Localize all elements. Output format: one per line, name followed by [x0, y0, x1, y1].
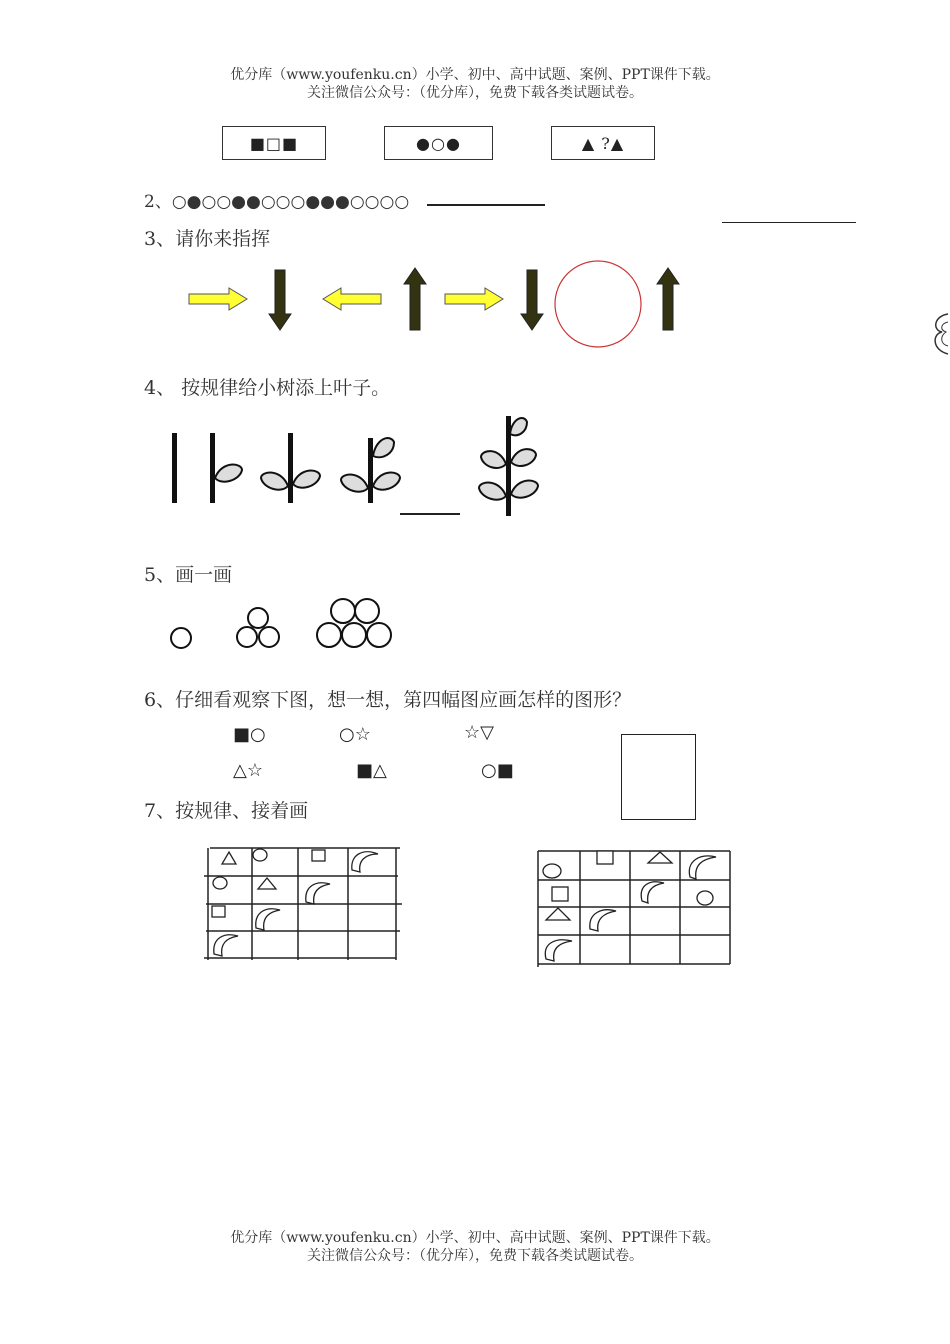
moon-icon — [590, 910, 616, 931]
circle-group-3 — [317, 599, 391, 647]
question-7-label: 7、按规律、接着画 — [144, 800, 309, 822]
stray-line — [722, 222, 856, 223]
symbol-pair: ■△ — [356, 760, 387, 781]
header-line-1: 优分库（www.youfenku.cn）小学、初中、高中试题、案例、PPT课件下载。 — [230, 67, 720, 83]
circle-icon — [253, 849, 267, 861]
leaf-icon — [215, 465, 242, 482]
triangle-icon — [648, 852, 672, 863]
circle-icon — [543, 864, 561, 878]
leaf-icon — [373, 438, 394, 457]
question-5-label: 5、画一画 — [144, 564, 233, 586]
symbol-pair: ☆▽ — [464, 722, 494, 743]
tree-stem-2 — [210, 433, 242, 503]
tree-stem-4 — [341, 438, 400, 503]
leaf-icon — [261, 473, 288, 490]
moon-icon — [214, 935, 238, 956]
question-3-label: 3、请你来指挥 — [144, 228, 271, 250]
pattern-grid-left — [200, 842, 410, 967]
triangle-icon — [546, 908, 570, 920]
moon-icon — [256, 909, 280, 930]
arrow-down-icon — [521, 270, 543, 330]
leaf-icon — [479, 483, 506, 500]
pattern-box-circles: ●○● — [384, 126, 493, 160]
circle-icon — [697, 891, 713, 905]
square-icon — [552, 887, 568, 901]
symbol-pair: △☆ — [233, 760, 263, 781]
leaf-icon — [510, 418, 527, 435]
question-2-answer-line — [427, 204, 545, 206]
symbol-pair: ○☆ — [339, 724, 371, 745]
tree-sequence — [160, 408, 560, 528]
pattern-box-squares: ■□■ — [222, 126, 326, 160]
circle-pattern — [165, 596, 405, 656]
leaf-icon — [511, 481, 538, 498]
leaf-icon — [481, 451, 506, 468]
moon-icon — [689, 856, 716, 879]
arrow-up-icon — [404, 268, 426, 330]
square-icon — [212, 906, 225, 917]
circle-icon — [213, 877, 227, 889]
leaf-icon — [341, 475, 368, 492]
pattern-box-triangles: ▲ ?▲ — [551, 126, 655, 160]
leaf-icon — [511, 449, 536, 466]
square-icon — [597, 851, 613, 864]
symbol-pair: ■○ — [233, 724, 266, 745]
moon-icon — [306, 883, 330, 904]
question-4-label: 4、 按规律给小树添上叶子。 — [144, 377, 391, 399]
tree-stem-3 — [261, 433, 320, 503]
leaf-icon — [373, 473, 400, 490]
footer-line-1: 优分库（www.youfenku.cn）小学、初中、高中试题、案例、PPT课件下载。 — [230, 1230, 720, 1246]
moon-icon — [545, 940, 572, 961]
arrow-down-icon — [269, 270, 291, 330]
triangle-icon — [222, 852, 236, 864]
question-6-label: 6、仔细看观察下图，想一想，第四幅图应画怎样的图形？ — [144, 689, 632, 711]
arrow-right-icon — [445, 288, 503, 310]
direction-arrows — [185, 262, 705, 352]
circle-group-1 — [171, 628, 191, 648]
moon-icon — [352, 852, 378, 872]
answer-circle — [555, 261, 641, 347]
arrow-right-icon — [189, 288, 247, 310]
tree-stem-6 — [479, 416, 538, 516]
question-2-label: 2、○●○○●●○○○●●●○○○○ — [144, 192, 410, 212]
leaf-icon — [293, 471, 320, 488]
footer-line-2: 关注微信公众号：（优分库），免费下载各类试题试卷。 — [307, 1248, 643, 1264]
triangle-icon — [258, 878, 276, 889]
answer-box — [621, 734, 696, 820]
edge-decoration — [928, 310, 950, 360]
circle-group-2 — [237, 608, 279, 647]
tree-stem-1 — [172, 433, 177, 503]
square-icon — [312, 850, 325, 861]
moon-icon — [641, 882, 664, 903]
header-line-2: 关注微信公众号：（优分库），免费下载各类试题试卷。 — [307, 85, 643, 101]
symbol-pair: ○■ — [481, 760, 514, 781]
arrow-up-icon — [657, 268, 679, 330]
arrow-left-icon — [323, 288, 381, 310]
pattern-grid-right — [532, 843, 742, 973]
